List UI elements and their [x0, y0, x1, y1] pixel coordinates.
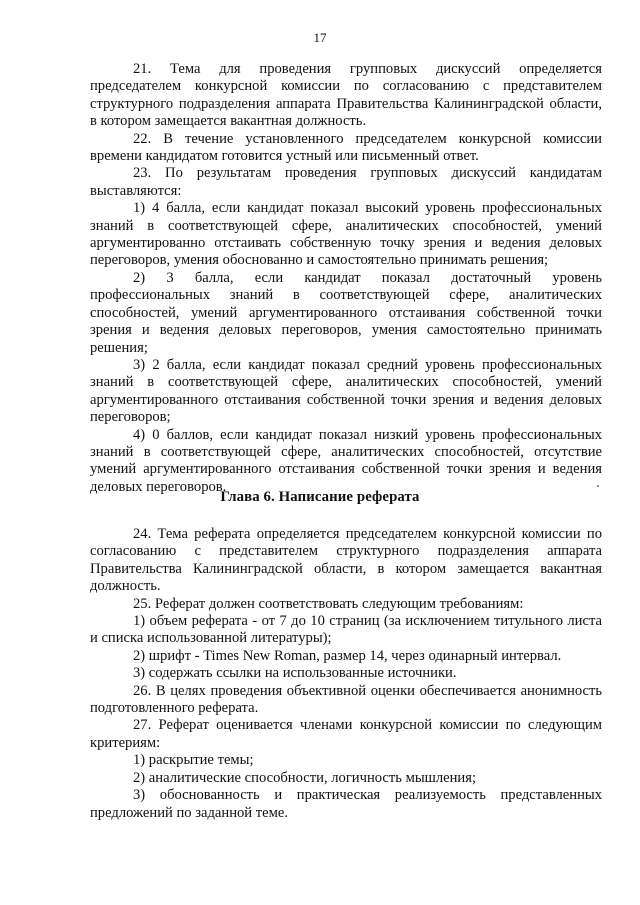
list-item-2-points: 3) 2 балла, если кандидат показал средний уровень профессиональных знаний в соответствующей сфере, аналитических способностей, умений аргументированного отстаивания собственной точки зрения и ведения деловых переговоров; [90, 356, 602, 426]
list-item-3-points: 2) 3 балла, если кандидат показал достаточный уровень профессиональных знаний в соответствующей сфере, аналитических способностей, умений аргументированного отстаивания собственной точки зрения и ведения деловых переговоров, умения самостоятельно принимать решения; [90, 269, 602, 356]
paragraph-26: 26. В целях проведения объективной оценки обеспечивается анонимность подготовленного реферата. [90, 682, 602, 717]
requirement-font: 2) шрифт - Times New Roman, размер 14, через одинарный интервал. [133, 647, 562, 664]
paragraph-22: 22. В течение установленного председателем конкурсной комиссии времени кандидатом готовится устный или письменный ответ. [90, 130, 602, 165]
scan-speck [597, 485, 599, 487]
page-number: 17 [313, 30, 327, 45]
criterion-analytics: 2) аналитические способности, логичность мышления; [133, 769, 477, 786]
paragraph-23: 23. По результатам проведения групповых дискуссий кандидатам выставляются: [90, 165, 602, 199]
paragraph-27: 27. Реферат оценивается членами конкурсной комиссии по следующим критериям: [90, 717, 602, 751]
paragraphs-before-chapter [90, 61, 602, 496]
requirement-volume: 1) объем реферата - от 7 до 10 страниц (за исключением титульного листа и списка использованной литературы); [90, 613, 602, 647]
criterion-topic: 1) раскрытие темы; [133, 752, 254, 769]
requirement-references: 3) содержать ссылки на использованные источники. [133, 665, 457, 682]
chapter-heading: Глава 6. Написание реферата [220, 489, 420, 505]
paragraphs-after-chapter [90, 526, 602, 822]
criterion-feasibility: 3) обоснованность и практическая реализуемость представленных предложений по заданной теме. [90, 787, 602, 821]
list-item-4-points: 1) 4 балла, если кандидат показал высокий уровень профессиональных знаний в соответствующей сфере, аналитических способностей, умений аргументированно отстаивать собственную точку зрения и ведения деловых переговоров, умения обоснованно и самостоятельно принимать решения; [90, 200, 602, 269]
list-item-0-points: 4) 0 баллов, если кандидат показал низкий уровень профессиональных знаний в соответствующей сфере, аналитических способностей, отсутствие умений аргументированного отстаивания собственной точки зрения и ведения деловых переговоров. [90, 426, 602, 495]
paragraph-21: 21. Тема для проведения групповых дискуссий определяется председателем конкурсной комиссии по согласованию с представителем структурного подразделения аппарата Правительства Калининградской области, в котором замещается вакантная должность. [90, 61, 602, 130]
paragraph-25: 25. Реферат должен соответствовать следующим требованиям: [133, 595, 524, 612]
paragraph-24: 24. Тема реферата определяется председателем конкурсной комиссии по согласованию с представителем структурного подразделения аппарата Правительства Калининградской области, в котором замещается вакантная должность. [90, 526, 602, 595]
